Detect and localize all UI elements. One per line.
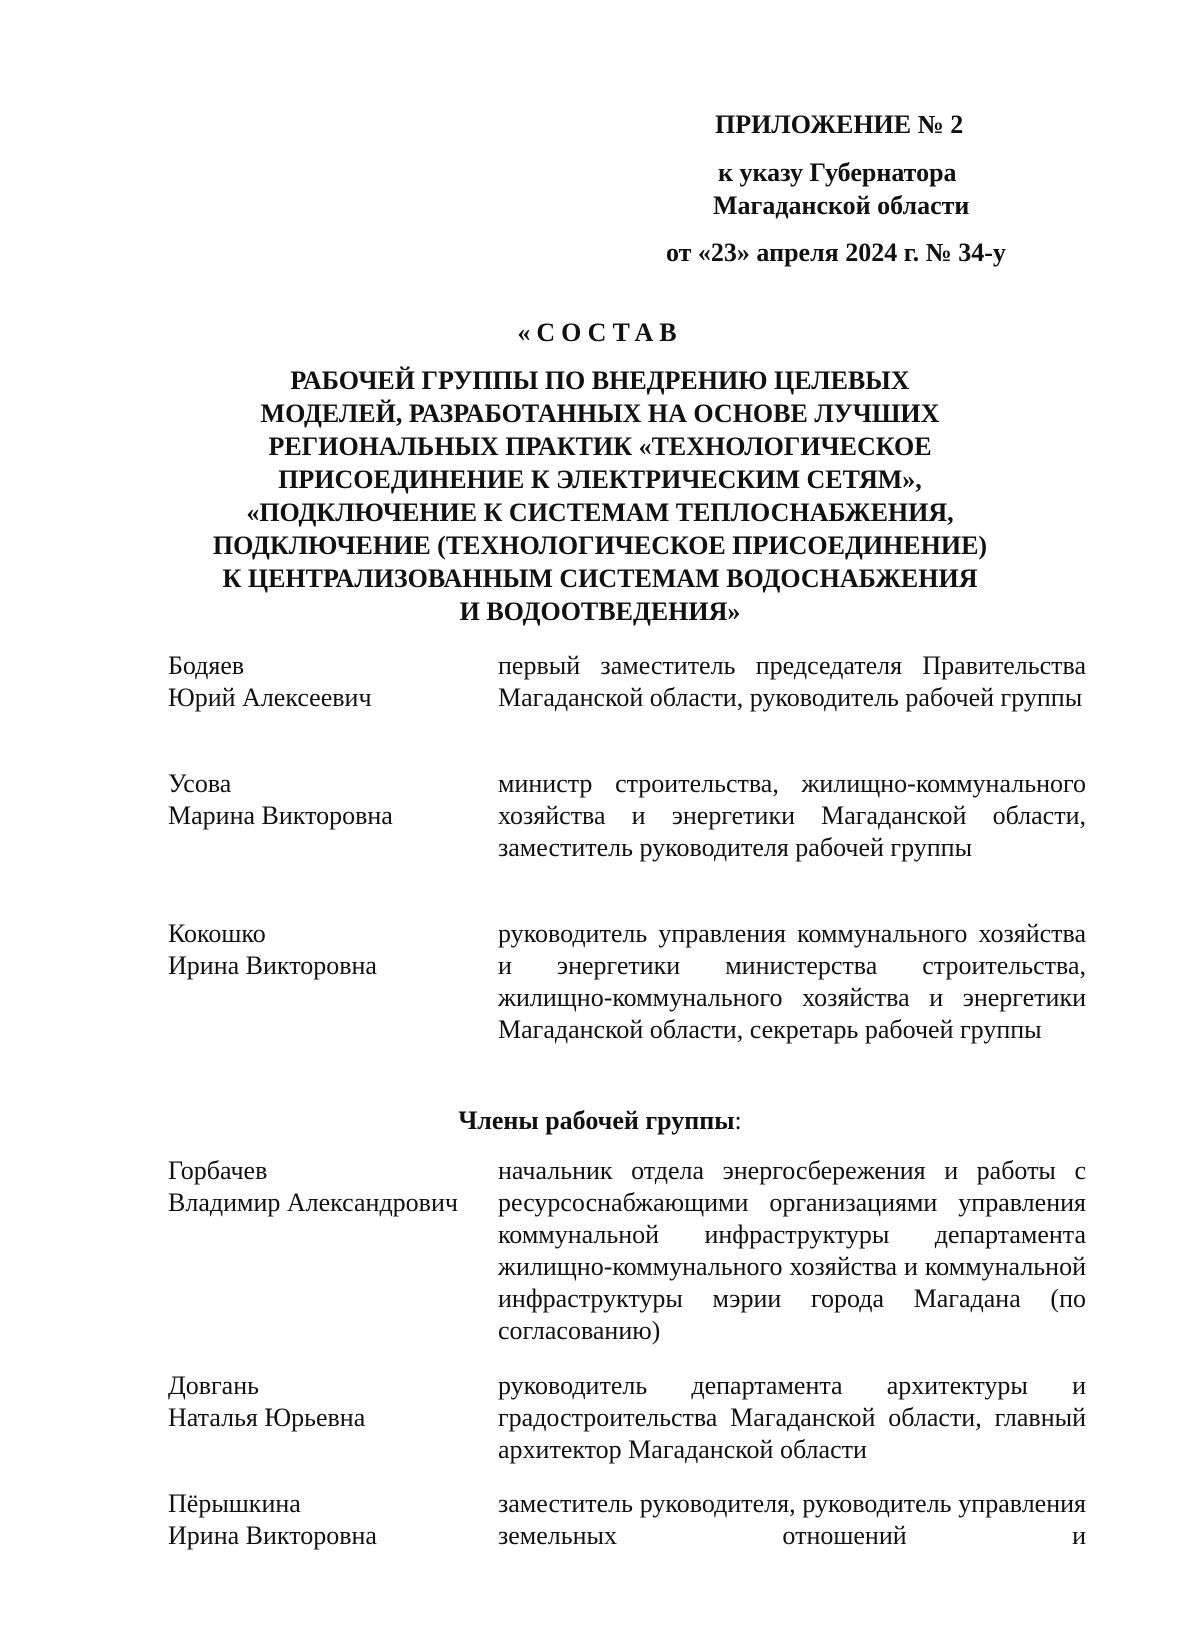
members-heading <box>0 1106 1200 1136</box>
member-role: руководитель управления коммунального хозяйства и энергетики министерства строительства, жилищно-коммунального хозяйства и энергетики Магаданской области, секретарь рабочей группы <box>498 919 1086 1044</box>
member-surname: Пёрышкина <box>168 1489 301 1518</box>
member-role: министр строительства, жилищно-коммунального хозяйства и энергетики Магаданской области, заместитель руководителя рабочей группы <box>498 769 1086 862</box>
subtitle-line: И ВОДООТВЕДЕНИЯ» <box>459 597 741 626</box>
member-role: заместитель руководителя, руководитель управления земельных отношений и <box>498 1489 1086 1550</box>
subtitle-line: РАБОЧЕЙ ГРУППЫ ПО ВНЕДРЕНИЮ ЦЕЛЕВЫХ <box>290 366 910 395</box>
member-given-names: Ирина Викторовна <box>168 1521 377 1550</box>
member-given-names: Марина Викторовна <box>168 801 393 830</box>
decree-region: Магаданской области <box>713 191 970 220</box>
subtitle-line: ПРИСОЕДИНЕНИЕ К ЭЛЕКТРИЧЕСКИМ СЕТЯМ», <box>278 465 922 494</box>
member-surname: Довгань <box>168 1371 259 1400</box>
member-role: начальник отдела энергосбережения и работы с ресурсоснабжающими организациями управления коммунальной инфраструктуры департамента жилищно-коммунального хозяйства и коммунальной инфраструктуры мэрии города Магадана (по согласованию) <box>498 1156 1086 1345</box>
member-name <box>168 1370 488 1434</box>
member-surname: Усова <box>168 769 232 798</box>
subtitle-line: К ЦЕНТРАЛИЗОВАННЫМ СИСТЕМАМ ВОДОСНАБЖЕНИЯ <box>222 564 978 593</box>
subtitle-line: РЕГИОНАЛЬНЫХ ПРАКТИК «ТЕХНОЛОГИЧЕСКОЕ <box>268 432 932 461</box>
member-name <box>168 1488 488 1552</box>
member-given-names: Ирина Викторовна <box>168 951 377 980</box>
member-surname: Горбачев <box>168 1156 268 1185</box>
member-name <box>168 768 488 832</box>
member-surname: Бодяев <box>168 651 245 680</box>
member-surname: Кокошко <box>168 919 266 948</box>
document-title: «СОСТАВ <box>517 318 683 347</box>
member-name <box>168 918 488 982</box>
member-role: первый заместитель председателя Правительства Магаданской области, руководитель рабочей группы <box>498 651 1086 712</box>
subtitle-line: ПОДКЛЮЧЕНИЕ (ТЕХНОЛОГИЧЕСКОЕ ПРИСОЕДИНЕНИЕ) <box>212 531 988 560</box>
member-name <box>168 650 488 714</box>
member-given-names: Юрий Алексеевич <box>168 683 372 712</box>
members-heading-text: Члены рабочей группы <box>458 1106 735 1135</box>
document-subtitle <box>200 364 1000 628</box>
member-given-names: Владимир Александрович <box>168 1188 458 1217</box>
appendix-number: ПРИЛОЖЕНИЕ № 2 <box>715 110 964 139</box>
member-name <box>168 1155 488 1219</box>
subtitle-line: МОДЕЛЕЙ, РАЗРАБОТАННЫХ НА ОСНОВЕ ЛУЧШИХ <box>260 399 940 428</box>
members-heading-colon: : <box>734 1106 742 1135</box>
member-given-names: Наталья Юрьевна <box>168 1403 366 1432</box>
decree-date: от «23» апреля 2024 г. № 34-у <box>666 238 1006 267</box>
decree-reference: к указу Губернатора <box>718 158 957 187</box>
member-role: руководитель департамента архитектуры и градостроительства Магаданской области, главный архитектор Магаданской области <box>498 1371 1086 1464</box>
subtitle-line: «ПОДКЛЮЧЕНИЕ К СИСТЕМАМ ТЕПЛОСНАБЖЕНИЯ, <box>246 498 954 527</box>
